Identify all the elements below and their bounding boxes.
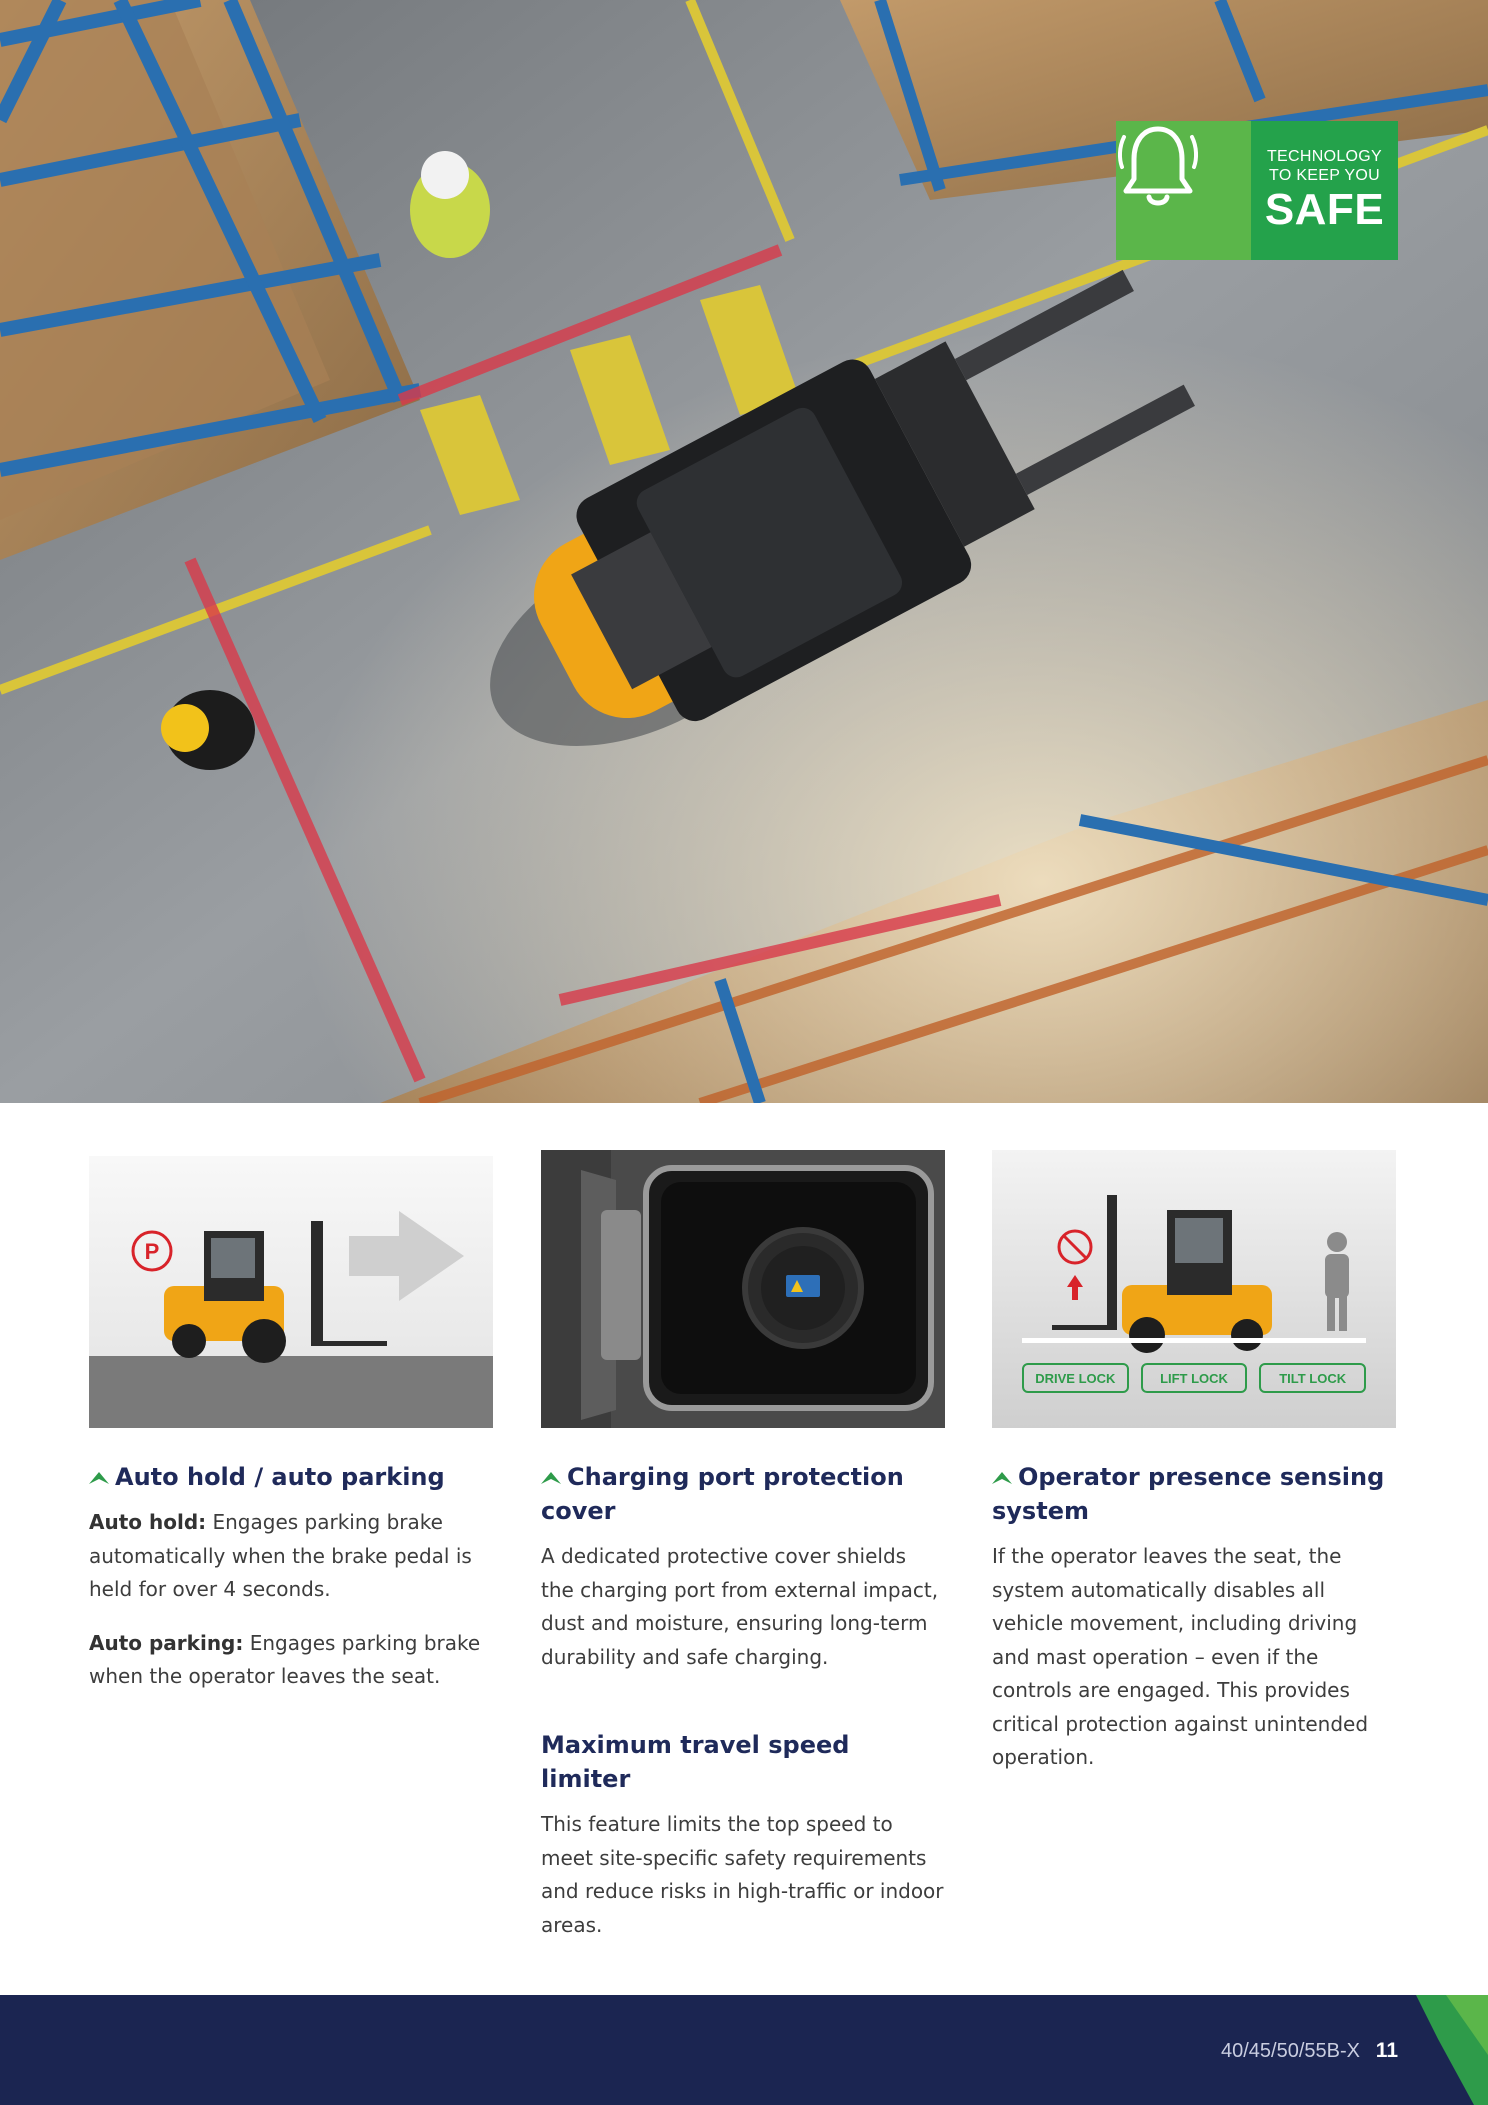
auto-parking-paragraph: [89, 1627, 493, 1694]
parking-symbol: P: [144, 1239, 160, 1264]
badge-line1: TECHNOLOGY: [1266, 147, 1382, 165]
lift-lock-pill: LIFT LOCK: [1141, 1363, 1248, 1393]
operator-presence-title-text: Operator presence sensing system: [992, 1463, 1385, 1525]
auto-hold-thumbnail: [89, 1156, 493, 1434]
tilt-lock-pill: TILT LOCK: [1259, 1363, 1366, 1393]
green-chevron-icon: [89, 1470, 109, 1484]
page-footer: [0, 1995, 1488, 2105]
charging-port-image: [541, 1150, 945, 1428]
charging-port-text: A dedicated protective cover shields the charging port from external impact, dust and moisture, ensuring long-term durability and safe charging.: [541, 1544, 939, 1669]
badge-icon-box: [1116, 121, 1251, 260]
badge-line2: TO KEEP YOU: [1269, 166, 1380, 184]
auto-hold-paragraph: [89, 1506, 493, 1607]
charging-port-title-text: Charging port protection cover: [541, 1463, 904, 1525]
operator-presence-thumbnail: [992, 1150, 1396, 1428]
bell-icon: [1116, 121, 1200, 213]
page-number: 11: [1375, 2039, 1398, 2062]
feature-charging-port: [541, 1150, 945, 1942]
speed-limiter-text: This feature limits the top speed to meet site-specific safety requirements and reduce risks in high-traffic or indoor areas.: [541, 1812, 944, 1937]
charging-port-thumbnail: [541, 1150, 945, 1428]
forklift-parking-image: [89, 1156, 493, 1428]
badge-text-box: [1251, 121, 1398, 260]
safety-badge: [1116, 121, 1398, 260]
speed-limiter-title: Maximum travel speed limiter: [541, 1731, 850, 1793]
auto-parking-text: Engages parking brake when the operator leaves the seat.: [89, 1630, 481, 1688]
badge-big-text: SAFE: [1264, 184, 1385, 234]
green-chevron-icon: [541, 1470, 561, 1484]
green-chevron-icon: [992, 1470, 1012, 1484]
operator-presence-text: If the operator leaves the seat, the system automatically disables all vehicle movement, including driving and mast operation – even if the controls are engaged. This provides critical protection against unintended operation.: [992, 1544, 1369, 1769]
auto-hold-label: Auto hold:: [89, 1510, 207, 1534]
feature-auto-hold: [89, 1150, 493, 1694]
auto-hold-title-text: Auto hold / auto parking: [115, 1463, 445, 1491]
feature-operator-presence: [992, 1150, 1396, 1775]
lock-indicators: [1022, 1363, 1366, 1393]
auto-hold-text: Engages parking brake automatically when the brake pedal is held for over 4 seconds.: [89, 1510, 472, 1601]
corner-decoration: [1408, 1995, 1488, 2105]
charging-port-title: [541, 1460, 945, 1528]
auto-parking-label: Auto parking:: [89, 1630, 244, 1655]
footer-model: 40/45/50/55B-X: [1221, 2040, 1360, 2062]
drive-lock-pill: DRIVE LOCK: [1022, 1363, 1129, 1393]
auto-hold-title: [89, 1460, 493, 1494]
operator-presence-title: [992, 1460, 1396, 1528]
